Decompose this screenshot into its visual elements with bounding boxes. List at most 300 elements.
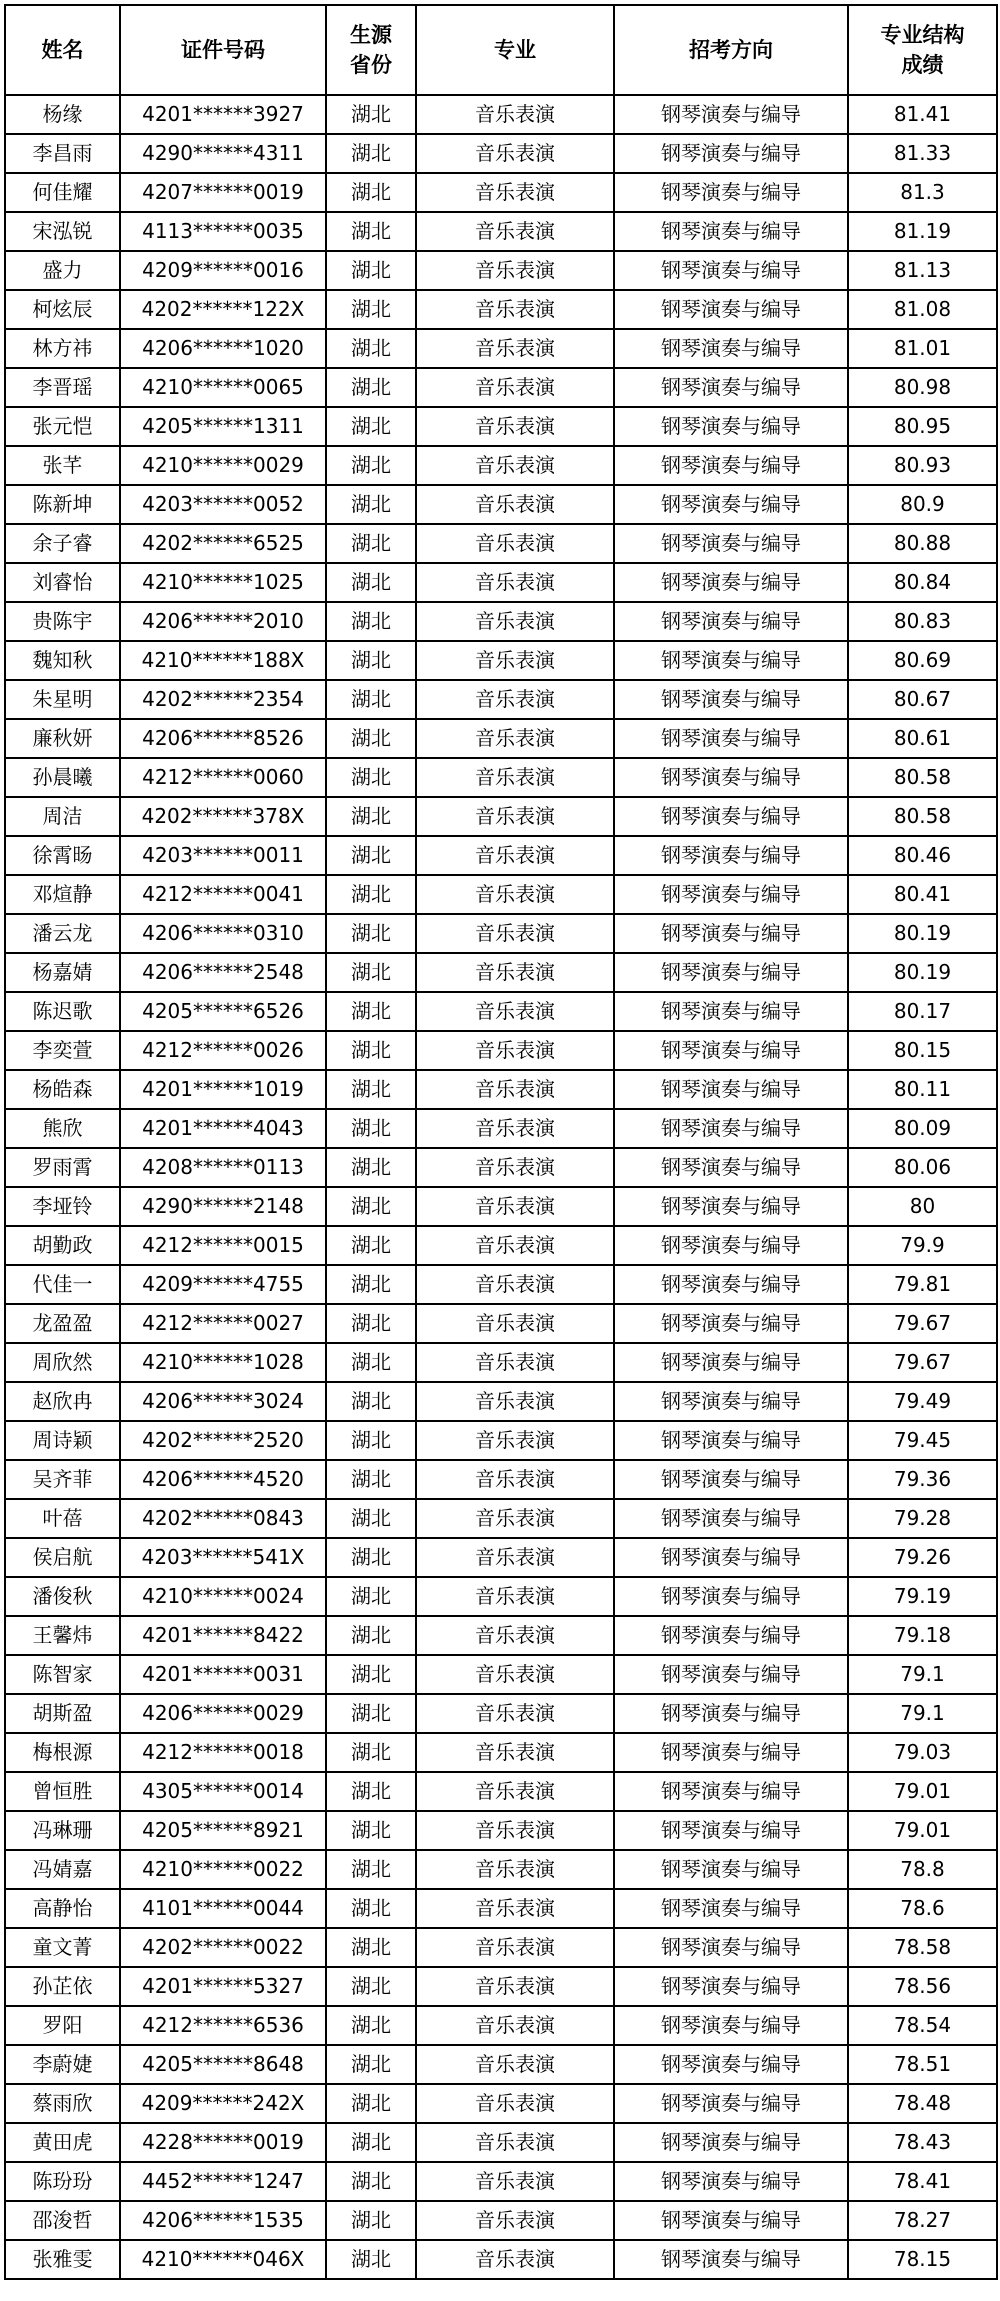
- cell-name: 余子睿: [5, 524, 120, 563]
- cell-score: 79.26: [848, 1538, 997, 1577]
- cell-id-number: 4202******2520: [120, 1421, 326, 1460]
- cell-id-number: 4210******0065: [120, 368, 326, 407]
- cell-major: 音乐表演: [416, 1382, 614, 1421]
- cell-score: 78.48: [848, 2084, 997, 2123]
- header-province-line: 生源: [350, 23, 392, 47]
- table-row: [5, 1460, 997, 1499]
- cell-province: 湖北: [326, 485, 416, 524]
- cell-province: 湖北: [326, 212, 416, 251]
- cell-major: 音乐表演: [416, 251, 614, 290]
- cell-province: 湖北: [326, 1772, 416, 1811]
- cell-major: 音乐表演: [416, 1031, 614, 1070]
- cell-major: 音乐表演: [416, 290, 614, 329]
- cell-name: 周诗颖: [5, 1421, 120, 1460]
- table-row: [5, 1226, 997, 1265]
- cell-direction: 钢琴演奏与编导: [614, 719, 848, 758]
- cell-province: 湖北: [326, 602, 416, 641]
- cell-province: 湖北: [326, 1967, 416, 2006]
- cell-major: 音乐表演: [416, 1265, 614, 1304]
- cell-direction: 钢琴演奏与编导: [614, 2240, 848, 2279]
- cell-id-number: 4305******0014: [120, 1772, 326, 1811]
- table-row: [5, 2006, 997, 2045]
- cell-direction: 钢琴演奏与编导: [614, 1850, 848, 1889]
- cell-id-number: 4290******2148: [120, 1187, 326, 1226]
- cell-score: 81.41: [848, 95, 997, 134]
- cell-score: 79.67: [848, 1343, 997, 1382]
- cell-id-number: 4205******6526: [120, 992, 326, 1031]
- cell-name: 何佳耀: [5, 173, 120, 212]
- cell-score: 79.49: [848, 1382, 997, 1421]
- cell-score: 79.28: [848, 1499, 997, 1538]
- cell-name: 李奕萱: [5, 1031, 120, 1070]
- cell-id-number: 4206******2548: [120, 953, 326, 992]
- cell-major: 音乐表演: [416, 1070, 614, 1109]
- cell-province: 湖北: [326, 407, 416, 446]
- cell-id-number: 4452******1247: [120, 2162, 326, 2201]
- cell-score: 80.84: [848, 563, 997, 602]
- table-row: [5, 1304, 997, 1343]
- table-row: [5, 719, 997, 758]
- cell-name: 林方祎: [5, 329, 120, 368]
- cell-major: 音乐表演: [416, 680, 614, 719]
- cell-major: 音乐表演: [416, 797, 614, 836]
- header-major-line: 专业: [494, 38, 536, 62]
- cell-id-number: 4206******1535: [120, 2201, 326, 2240]
- cell-id-number: 4212******0015: [120, 1226, 326, 1265]
- cell-id-number: 4209******242X: [120, 2084, 326, 2123]
- table-row: [5, 212, 997, 251]
- cell-name: 冯琳珊: [5, 1811, 120, 1850]
- table-row: [5, 2084, 997, 2123]
- cell-score: 80.06: [848, 1148, 997, 1187]
- cell-name: 邓煊静: [5, 875, 120, 914]
- header-id-number: [120, 5, 326, 95]
- cell-direction: 钢琴演奏与编导: [614, 1538, 848, 1577]
- cell-score: 80.58: [848, 797, 997, 836]
- cell-name: 廉秋妍: [5, 719, 120, 758]
- cell-id-number: 4212******0018: [120, 1733, 326, 1772]
- cell-score: 79.01: [848, 1811, 997, 1850]
- cell-score: 79.1: [848, 1694, 997, 1733]
- table-row: [5, 1616, 997, 1655]
- cell-province: 湖北: [326, 1031, 416, 1070]
- cell-direction: 钢琴演奏与编导: [614, 1343, 848, 1382]
- table-row: [5, 329, 997, 368]
- cell-major: 音乐表演: [416, 2240, 614, 2279]
- cell-province: 湖北: [326, 1304, 416, 1343]
- table-row: [5, 953, 997, 992]
- cell-id-number: 4201******4043: [120, 1109, 326, 1148]
- cell-province: 湖北: [326, 329, 416, 368]
- cell-province: 湖北: [326, 2240, 416, 2279]
- cell-province: 湖北: [326, 290, 416, 329]
- cell-major: 音乐表演: [416, 1850, 614, 1889]
- table-row: [5, 836, 997, 875]
- cell-id-number: 4290******4311: [120, 134, 326, 173]
- cell-name: 徐霄旸: [5, 836, 120, 875]
- cell-direction: 钢琴演奏与编导: [614, 1421, 848, 1460]
- cell-score: 80.98: [848, 368, 997, 407]
- cell-score: 80.19: [848, 953, 997, 992]
- cell-direction: 钢琴演奏与编导: [614, 1187, 848, 1226]
- cell-province: 湖北: [326, 1499, 416, 1538]
- cell-direction: 钢琴演奏与编导: [614, 2006, 848, 2045]
- table-row: [5, 1499, 997, 1538]
- cell-id-number: 4205******8921: [120, 1811, 326, 1850]
- cell-score: 80.67: [848, 680, 997, 719]
- cell-name: 蔡雨欣: [5, 2084, 120, 2123]
- cell-id-number: 4206******1020: [120, 329, 326, 368]
- cell-direction: 钢琴演奏与编导: [614, 953, 848, 992]
- cell-name: 梅根源: [5, 1733, 120, 1772]
- table-row: [5, 1577, 997, 1616]
- cell-direction: 钢琴演奏与编导: [614, 446, 848, 485]
- cell-score: 80.93: [848, 446, 997, 485]
- table-row: [5, 173, 997, 212]
- cell-name: 孙芷依: [5, 1967, 120, 2006]
- table-row: [5, 1694, 997, 1733]
- cell-major: 音乐表演: [416, 368, 614, 407]
- cell-province: 湖北: [326, 134, 416, 173]
- cell-direction: 钢琴演奏与编导: [614, 1772, 848, 1811]
- cell-direction: 钢琴演奏与编导: [614, 329, 848, 368]
- cell-province: 湖北: [326, 2006, 416, 2045]
- cell-name: 李晋瑶: [5, 368, 120, 407]
- cell-major: 音乐表演: [416, 2162, 614, 2201]
- cell-name: 陈智家: [5, 1655, 120, 1694]
- cell-id-number: 4203******541X: [120, 1538, 326, 1577]
- cell-province: 湖北: [326, 1928, 416, 1967]
- cell-direction: 钢琴演奏与编导: [614, 875, 848, 914]
- table-row: [5, 1031, 997, 1070]
- cell-direction: 钢琴演奏与编导: [614, 641, 848, 680]
- cell-province: 湖北: [326, 797, 416, 836]
- table-row: [5, 134, 997, 173]
- cell-province: 湖北: [326, 1343, 416, 1382]
- cell-id-number: 4201******1019: [120, 1070, 326, 1109]
- cell-major: 音乐表演: [416, 407, 614, 446]
- cell-score: 80.46: [848, 836, 997, 875]
- cell-province: 湖北: [326, 953, 416, 992]
- cell-score: 78.41: [848, 2162, 997, 2201]
- cell-name: 叶蓓: [5, 1499, 120, 1538]
- cell-major: 音乐表演: [416, 485, 614, 524]
- cell-direction: 钢琴演奏与编导: [614, 2162, 848, 2201]
- cell-id-number: 4228******0019: [120, 2123, 326, 2162]
- cell-score: 79.36: [848, 1460, 997, 1499]
- header-province: [326, 5, 416, 95]
- cell-name: 张芊: [5, 446, 120, 485]
- cell-score: 81.19: [848, 212, 997, 251]
- cell-major: 音乐表演: [416, 641, 614, 680]
- table-row: [5, 485, 997, 524]
- cell-id-number: 4212******0026: [120, 1031, 326, 1070]
- cell-major: 音乐表演: [416, 992, 614, 1031]
- cell-id-number: 4210******0024: [120, 1577, 326, 1616]
- cell-score: 78.54: [848, 2006, 997, 2045]
- cell-province: 湖北: [326, 719, 416, 758]
- cell-score: 79.9: [848, 1226, 997, 1265]
- table-row: [5, 563, 997, 602]
- table-row: [5, 1733, 997, 1772]
- cell-name: 李昌雨: [5, 134, 120, 173]
- cell-major: 音乐表演: [416, 719, 614, 758]
- cell-major: 音乐表演: [416, 1967, 614, 2006]
- cell-name: 杨嘉婧: [5, 953, 120, 992]
- cell-direction: 钢琴演奏与编导: [614, 1655, 848, 1694]
- cell-id-number: 4209******4755: [120, 1265, 326, 1304]
- cell-province: 湖北: [326, 641, 416, 680]
- cell-score: 78.8: [848, 1850, 997, 1889]
- cell-name: 代佳一: [5, 1265, 120, 1304]
- cell-major: 音乐表演: [416, 1304, 614, 1343]
- cell-province: 湖北: [326, 1616, 416, 1655]
- cell-id-number: 4202******378X: [120, 797, 326, 836]
- header-direction: [614, 5, 848, 95]
- cell-direction: 钢琴演奏与编导: [614, 563, 848, 602]
- cell-direction: 钢琴演奏与编导: [614, 992, 848, 1031]
- cell-major: 音乐表演: [416, 134, 614, 173]
- cell-province: 湖北: [326, 1382, 416, 1421]
- cell-name: 王馨炜: [5, 1616, 120, 1655]
- cell-direction: 钢琴演奏与编导: [614, 212, 848, 251]
- table-row: [5, 251, 997, 290]
- cell-major: 音乐表演: [416, 1499, 614, 1538]
- cell-major: 音乐表演: [416, 329, 614, 368]
- cell-direction: 钢琴演奏与编导: [614, 1265, 848, 1304]
- cell-major: 音乐表演: [416, 1694, 614, 1733]
- cell-province: 湖北: [326, 875, 416, 914]
- cell-direction: 钢琴演奏与编导: [614, 1499, 848, 1538]
- cell-province: 湖北: [326, 2084, 416, 2123]
- cell-id-number: 4201******5327: [120, 1967, 326, 2006]
- cell-direction: 钢琴演奏与编导: [614, 368, 848, 407]
- cell-major: 音乐表演: [416, 1772, 614, 1811]
- cell-province: 湖北: [326, 368, 416, 407]
- cell-name: 李蔚婕: [5, 2045, 120, 2084]
- header-id-number-line: 证件号码: [181, 38, 265, 62]
- cell-direction: 钢琴演奏与编导: [614, 1967, 848, 2006]
- cell-province: 湖北: [326, 173, 416, 212]
- table-row: [5, 407, 997, 446]
- cell-name: 童文菁: [5, 1928, 120, 1967]
- cell-major: 音乐表演: [416, 1889, 614, 1928]
- cell-id-number: 4212******0060: [120, 758, 326, 797]
- cell-score: 79.67: [848, 1304, 997, 1343]
- cell-name: 冯婧嘉: [5, 1850, 120, 1889]
- cell-province: 湖北: [326, 1811, 416, 1850]
- table-row: [5, 797, 997, 836]
- cell-direction: 钢琴演奏与编导: [614, 1070, 848, 1109]
- cell-name: 胡斯盈: [5, 1694, 120, 1733]
- table-row: [5, 95, 997, 134]
- table-row: [5, 1187, 997, 1226]
- header-score-line: 成绩: [901, 53, 944, 77]
- cell-score: 80.95: [848, 407, 997, 446]
- cell-score: 79.1: [848, 1655, 997, 1694]
- cell-id-number: 4206******3024: [120, 1382, 326, 1421]
- cell-score: 80.9: [848, 485, 997, 524]
- table-row: [5, 1070, 997, 1109]
- cell-name: 侯启航: [5, 1538, 120, 1577]
- cell-province: 湖北: [326, 95, 416, 134]
- cell-province: 湖北: [326, 1577, 416, 1616]
- cell-id-number: 4201******0031: [120, 1655, 326, 1694]
- cell-name: 罗雨霄: [5, 1148, 120, 1187]
- cell-id-number: 4205******8648: [120, 2045, 326, 2084]
- cell-name: 邵浚哲: [5, 2201, 120, 2240]
- cell-province: 湖北: [326, 2123, 416, 2162]
- cell-name: 罗阳: [5, 2006, 120, 2045]
- cell-id-number: 4202******2354: [120, 680, 326, 719]
- cell-score: 81.3: [848, 173, 997, 212]
- cell-name: 朱星明: [5, 680, 120, 719]
- cell-major: 音乐表演: [416, 2123, 614, 2162]
- table-row: [5, 368, 997, 407]
- cell-province: 湖北: [326, 1421, 416, 1460]
- cell-direction: 钢琴演奏与编导: [614, 1928, 848, 1967]
- cell-score: 79.81: [848, 1265, 997, 1304]
- cell-major: 音乐表演: [416, 524, 614, 563]
- header-province-line: 省份: [350, 53, 392, 77]
- table-header: [5, 5, 997, 95]
- cell-direction: 钢琴演奏与编导: [614, 797, 848, 836]
- cell-id-number: 4206******8526: [120, 719, 326, 758]
- cell-id-number: 4202******0022: [120, 1928, 326, 1967]
- cell-major: 音乐表演: [416, 953, 614, 992]
- cell-major: 音乐表演: [416, 1226, 614, 1265]
- table-row: [5, 875, 997, 914]
- cell-id-number: 4207******0019: [120, 173, 326, 212]
- cell-major: 音乐表演: [416, 1577, 614, 1616]
- cell-id-number: 4210******188X: [120, 641, 326, 680]
- cell-direction: 钢琴演奏与编导: [614, 2201, 848, 2240]
- table-row: [5, 1148, 997, 1187]
- table-row: [5, 1967, 997, 2006]
- cell-direction: 钢琴演奏与编导: [614, 2123, 848, 2162]
- cell-score: 80.69: [848, 641, 997, 680]
- header-name: [5, 5, 120, 95]
- cell-major: 音乐表演: [416, 1811, 614, 1850]
- cell-score: 80.83: [848, 602, 997, 641]
- cell-major: 音乐表演: [416, 1616, 614, 1655]
- cell-direction: 钢琴演奏与编导: [614, 1733, 848, 1772]
- cell-major: 音乐表演: [416, 446, 614, 485]
- cell-name: 张元恺: [5, 407, 120, 446]
- cell-score: 80.11: [848, 1070, 997, 1109]
- table-row: [5, 1343, 997, 1382]
- cell-province: 湖北: [326, 680, 416, 719]
- cell-name: 吴齐菲: [5, 1460, 120, 1499]
- table-row: [5, 446, 997, 485]
- cell-province: 湖北: [326, 1733, 416, 1772]
- cell-province: 湖北: [326, 2201, 416, 2240]
- cell-name: 刘睿怡: [5, 563, 120, 602]
- cell-score: 80.17: [848, 992, 997, 1031]
- cell-score: 81.13: [848, 251, 997, 290]
- table-row: [5, 1421, 997, 1460]
- cell-score: 79.19: [848, 1577, 997, 1616]
- table-row: [5, 1265, 997, 1304]
- cell-direction: 钢琴演奏与编导: [614, 758, 848, 797]
- cell-id-number: 4208******0113: [120, 1148, 326, 1187]
- table-row: [5, 1109, 997, 1148]
- table-row: [5, 2162, 997, 2201]
- cell-major: 音乐表演: [416, 875, 614, 914]
- cell-direction: 钢琴演奏与编导: [614, 1694, 848, 1733]
- cell-name: 陈新坤: [5, 485, 120, 524]
- cell-name: 黄田虎: [5, 2123, 120, 2162]
- cell-name: 潘云龙: [5, 914, 120, 953]
- cell-name: 张雅雯: [5, 2240, 120, 2279]
- score-table: [4, 4, 998, 2280]
- cell-province: 湖北: [326, 1226, 416, 1265]
- cell-score: 80.19: [848, 914, 997, 953]
- cell-major: 音乐表演: [416, 1928, 614, 1967]
- table-row: [5, 524, 997, 563]
- cell-name: 宋泓锐: [5, 212, 120, 251]
- cell-major: 音乐表演: [416, 1148, 614, 1187]
- cell-direction: 钢琴演奏与编导: [614, 173, 848, 212]
- cell-score: 78.15: [848, 2240, 997, 2279]
- table-row: [5, 1538, 997, 1577]
- cell-major: 音乐表演: [416, 1460, 614, 1499]
- cell-score: 79.45: [848, 1421, 997, 1460]
- cell-direction: 钢琴演奏与编导: [614, 602, 848, 641]
- cell-direction: 钢琴演奏与编导: [614, 1148, 848, 1187]
- cell-name: 贵陈宇: [5, 602, 120, 641]
- cell-name: 孙晨曦: [5, 758, 120, 797]
- header-major: [416, 5, 614, 95]
- cell-id-number: 4210******0029: [120, 446, 326, 485]
- cell-score: 81.01: [848, 329, 997, 368]
- cell-id-number: 4206******0310: [120, 914, 326, 953]
- cell-id-number: 4206******0029: [120, 1694, 326, 1733]
- table-row: [5, 1850, 997, 1889]
- table-row: [5, 1382, 997, 1421]
- cell-id-number: 4210******046X: [120, 2240, 326, 2279]
- cell-id-number: 4201******3927: [120, 95, 326, 134]
- cell-direction: 钢琴演奏与编导: [614, 290, 848, 329]
- cell-direction: 钢琴演奏与编导: [614, 1382, 848, 1421]
- cell-name: 高静怡: [5, 1889, 120, 1928]
- cell-major: 音乐表演: [416, 1421, 614, 1460]
- cell-score: 78.56: [848, 1967, 997, 2006]
- table-row: [5, 992, 997, 1031]
- cell-direction: 钢琴演奏与编导: [614, 1226, 848, 1265]
- cell-province: 湖北: [326, 1109, 416, 1148]
- cell-major: 音乐表演: [416, 602, 614, 641]
- cell-name: 赵欣冉: [5, 1382, 120, 1421]
- cell-major: 音乐表演: [416, 1655, 614, 1694]
- cell-direction: 钢琴演奏与编导: [614, 2084, 848, 2123]
- cell-direction: 钢琴演奏与编导: [614, 1889, 848, 1928]
- cell-direction: 钢琴演奏与编导: [614, 1460, 848, 1499]
- cell-province: 湖北: [326, 1889, 416, 1928]
- table-row: [5, 290, 997, 329]
- cell-name: 龙盈盈: [5, 1304, 120, 1343]
- cell-name: 潘俊秋: [5, 1577, 120, 1616]
- cell-score: 79.18: [848, 1616, 997, 1655]
- table-row: [5, 2045, 997, 2084]
- cell-id-number: 4206******2010: [120, 602, 326, 641]
- table-row: [5, 1811, 997, 1850]
- cell-id-number: 4202******0843: [120, 1499, 326, 1538]
- cell-name: 陈迟歌: [5, 992, 120, 1031]
- cell-direction: 钢琴演奏与编导: [614, 134, 848, 173]
- cell-direction: 钢琴演奏与编导: [614, 1304, 848, 1343]
- cell-province: 湖北: [326, 563, 416, 602]
